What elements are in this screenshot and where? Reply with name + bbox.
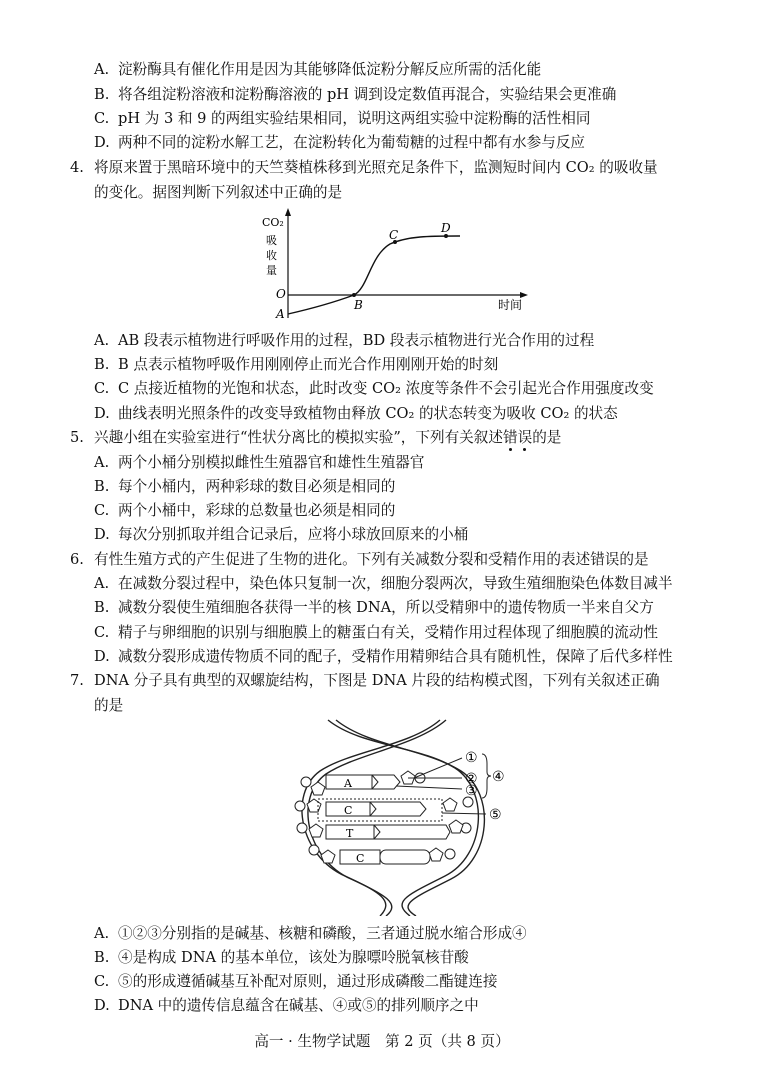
base-box-partner <box>372 775 400 789</box>
option-letter: B. <box>94 86 110 103</box>
option-letter: D. <box>94 648 110 665</box>
emphasis-char: 错 <box>502 429 518 446</box>
option-letter: D. <box>94 997 110 1014</box>
option-letter: B. <box>94 599 110 616</box>
base-label: T <box>346 827 354 840</box>
point-c-label: C <box>389 228 399 242</box>
option-text: 每次分别抓取并组合记录后，应将小球放回原来的小桶 <box>118 526 469 543</box>
phosphate-left <box>309 845 319 855</box>
q5-stem <box>70 428 561 448</box>
option-text: ④是构成 DNA 的基本单位，该处为腺嘌呤脱氧核苷酸 <box>118 949 469 966</box>
q7-option-a <box>94 924 527 944</box>
question-stem-line: 的是 <box>94 697 124 714</box>
q7-option-c <box>94 972 497 992</box>
helix-strand <box>302 720 440 916</box>
q5-option-d <box>94 525 468 545</box>
option-text: 两个小桶分别模拟雌性生殖器官和雄性生殖器官 <box>118 454 425 471</box>
marker-bracket <box>482 754 491 798</box>
q6-option-b <box>94 598 654 618</box>
base-box-partner <box>380 850 430 864</box>
uptake-curve <box>288 236 460 314</box>
sugar-right <box>449 820 463 833</box>
option-letter: B. <box>94 478 110 495</box>
y-label-line: 收 <box>266 249 277 262</box>
q4-option-b <box>94 355 498 375</box>
option-text: 每个小桶内，两种彩球的数目必须是相同的 <box>118 478 396 495</box>
option-text: AB 段表示植物进行呼吸作用的过程，BD 段表示植物进行光合作用的过程 <box>118 332 595 349</box>
y-label-line: 量 <box>266 264 277 277</box>
marker-5: ⑤ <box>489 807 502 823</box>
question-stem-line: 将原来置于黑暗环境中的天竺葵植株移到光照充足条件下，监测短时间内 CO₂ 的吸收量 <box>94 159 658 176</box>
option-letter: C. <box>94 380 110 397</box>
dna-structure-diagram <box>270 716 530 916</box>
option-letter: A. <box>94 925 110 942</box>
option-text: 减数分裂使生殖细胞各获得一半的核 DNA，所以受精卵中的遗传物质一半来自父方 <box>118 599 654 616</box>
option-letter: A. <box>94 332 110 349</box>
question-stem-line: 的变化。据图判断下列叙述中正确的是 <box>94 184 343 201</box>
q7-option-d <box>94 996 479 1016</box>
question-stem-line: 有性生殖方式的产生促进了生物的进化。下列有关减数分裂和受精作用的表述错误的是 <box>94 551 649 568</box>
helix-strand <box>336 720 484 916</box>
pointer-line <box>442 813 486 814</box>
question-stem-line: DNA 分子具有典型的双螺旋结构，下图是 DNA 片段的结构模式图，下列有关叙述正确 <box>94 672 660 689</box>
marker-3: ③ <box>465 783 478 799</box>
question-number: 4. <box>70 159 84 176</box>
option-letter: B. <box>94 949 110 966</box>
pointer-line <box>396 786 462 789</box>
phosphate-left <box>301 777 311 787</box>
option-text: 在减数分裂过程中，染色体只复制一次，细胞分裂两次，导致生殖细胞染色体数目减半 <box>118 575 673 592</box>
option-letter: C. <box>94 973 110 990</box>
base-box-partner <box>370 802 426 816</box>
option-text: ①②③分别指的是碱基、核糖和磷酸，三者通过脱水缩合形成④ <box>118 925 527 942</box>
option-text: DNA 中的遗传信息蕴含在碱基、④或⑤的排列顺序之中 <box>118 997 479 1014</box>
option-text: 将各组淀粉溶液和淀粉酶溶液的 pH 调到设定数值再混合，实验结果会更准确 <box>118 86 617 103</box>
marker-4: ④ <box>492 769 505 785</box>
q4-option-a <box>94 331 594 351</box>
q7-stem-cont <box>94 696 123 716</box>
emphasis-char: 误 <box>517 429 533 446</box>
sugar-right <box>429 848 443 861</box>
marker-1: ① <box>465 750 478 766</box>
option-letter: D. <box>94 134 110 151</box>
option-text: 减数分裂形成遗传物质不同的配子，受精作用精卵结合具有随机性，保障了后代多样性 <box>118 648 673 665</box>
q3-option-c <box>94 109 590 129</box>
q6-option-d <box>94 647 673 667</box>
base-label: C <box>344 804 353 817</box>
q4-stem <box>70 158 658 178</box>
sugar-left <box>321 850 335 863</box>
option-text: C 点接近植物的光饱和状态，此时改变 CO₂ 浓度等条件不会引起光合作用强度改变 <box>118 380 654 397</box>
phosphate-left <box>297 823 307 833</box>
option-letter: A. <box>94 575 110 592</box>
option-text: 精子与卵细胞的识别与细胞膜上的糖蛋白有关，受精作用过程体现了细胞膜的流动性 <box>118 624 658 641</box>
option-text: 淀粉酶具有催化作用是因为其能够降低淀粉分解反应所需的活化能 <box>118 61 542 78</box>
q7-stem <box>70 671 660 691</box>
q6-option-c <box>94 623 658 643</box>
sugar-left <box>311 782 325 795</box>
option-letter: C. <box>94 624 110 641</box>
option-letter: C. <box>94 110 110 127</box>
option-letter: B. <box>94 356 110 373</box>
option-letter: A. <box>94 61 110 78</box>
q6-option-a <box>94 574 673 594</box>
option-letter: C. <box>94 502 110 519</box>
option-letter: A. <box>94 454 110 471</box>
question-number: 5. <box>70 429 84 446</box>
q7-option-b <box>94 948 469 968</box>
q3-option-b <box>94 85 616 105</box>
question-stem-part: 的是 <box>532 429 562 446</box>
option-text: pH 为 3 和 9 的两组实验结果相同，说明这两组实验中淀粉酶的活性相同 <box>118 110 591 127</box>
sugar-right <box>443 798 457 811</box>
sugar-left <box>309 824 323 837</box>
option-letter: D. <box>94 405 110 422</box>
question-number: 6. <box>70 551 84 568</box>
y-axis-arrow <box>285 208 291 216</box>
phosphate-right <box>445 849 455 859</box>
q3-option-d <box>94 133 585 153</box>
point-d-label: D <box>441 221 451 235</box>
option-text: 两个小桶中，彩球的总数量也必须是相同的 <box>118 502 396 519</box>
marker-2: ② <box>465 771 478 787</box>
base-label: A <box>344 777 352 790</box>
origin-label: O <box>276 287 286 301</box>
q5-option-c <box>94 501 395 521</box>
y-label-line: CO₂ <box>262 216 284 229</box>
q3-option-a <box>94 60 541 80</box>
q6-stem <box>70 550 649 570</box>
question-number: 7. <box>70 672 84 689</box>
q4-option-c <box>94 379 654 399</box>
base-label: C <box>356 852 365 865</box>
phosphate-left <box>295 801 305 811</box>
base-box-partner <box>374 825 450 839</box>
option-text: 两种不同的淀粉水解工艺，在淀粉转化为葡萄糖的过程中都有水参与反应 <box>118 134 586 151</box>
graph-y-label <box>262 216 284 277</box>
question-stem-part: 兴趣小组在实验室进行“性状分离比的模拟实验”，下列有关叙述 <box>94 429 503 446</box>
point-a-label: A <box>276 307 285 321</box>
option-text: 曲线表明光照条件的改变导致植物由释放 CO₂ 的状态转变为吸收 CO₂ 的状态 <box>118 405 618 422</box>
option-text: ⑤的形成遵循碱基互补配对原则，通过形成磷酸二酯键连接 <box>118 973 498 990</box>
option-letter: D. <box>94 526 110 543</box>
point-b <box>352 293 356 297</box>
page-footer: 高一 · 生物学试题 第 2 页（共 8 页） <box>254 1033 510 1050</box>
option-text: B 点表示植物呼吸作用刚刚停止而光合作用刚刚开始的时刻 <box>118 356 499 373</box>
q4-stem-cont <box>94 183 342 203</box>
point-b-label: B <box>354 298 363 312</box>
q4-option-d <box>94 404 618 424</box>
x-axis-label: 时间 <box>498 298 523 312</box>
co2-uptake-graph <box>250 206 540 326</box>
q5-option-b <box>94 477 395 497</box>
q5-option-a <box>94 453 424 473</box>
y-label-line: 吸 <box>266 234 277 247</box>
